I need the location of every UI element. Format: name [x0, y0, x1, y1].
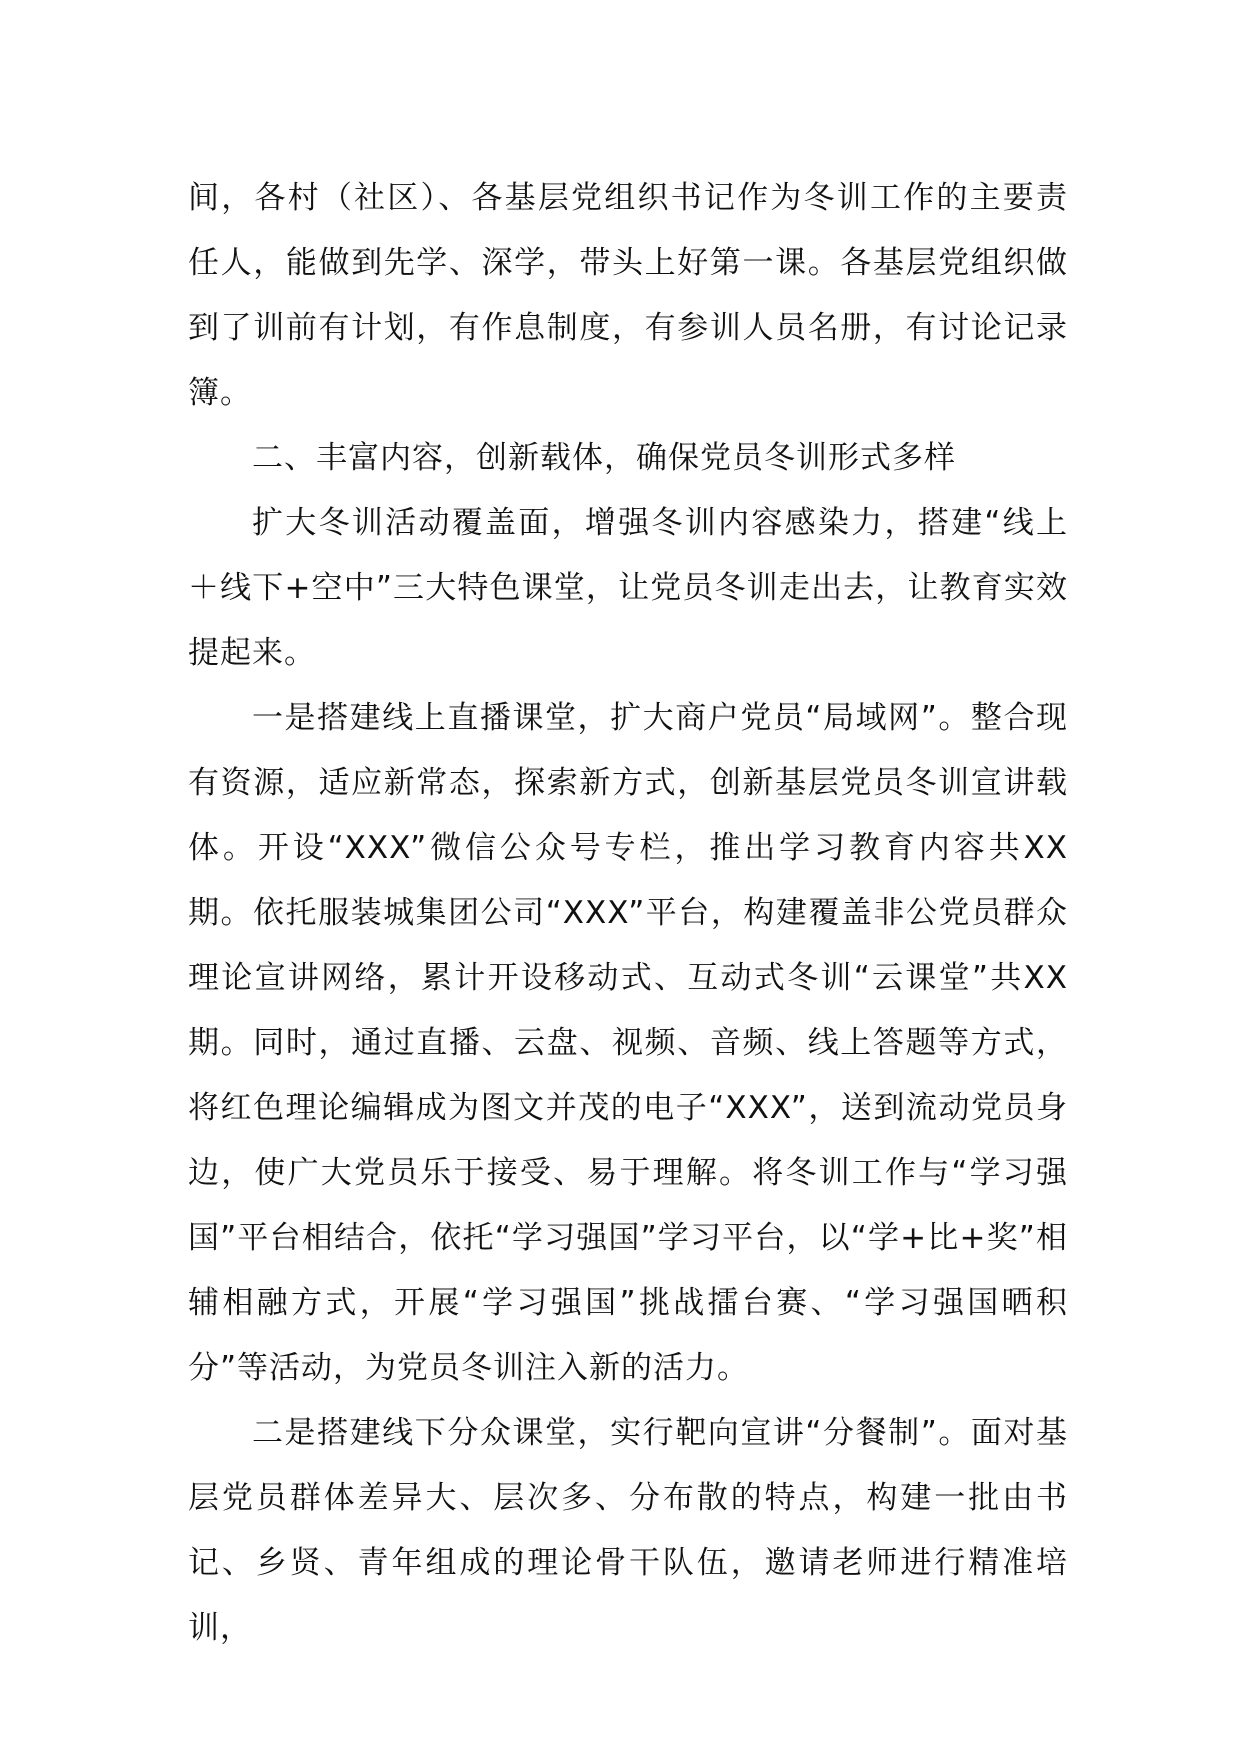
- section-heading: 二、丰富内容，创新载体，确保党员冬训形式多样: [252, 440, 956, 476]
- body-text: [188, 166, 1068, 1661]
- paragraph-offline-classroom: 二是搭建线下分众课堂，实行靶向宣讲“分餐制”。面对基层党员群体差异大、层次多、分布散的特点，构建一批由书记、乡贤、青年组成的理论骨干队伍，邀请老师进行精准培训，: [188, 1415, 1068, 1646]
- paragraph-online-classroom: 一是搭建线上直播课堂，扩大商户党员“局域网”。整合现有资源，适应新常态，探索新方式，创新基层党员冬训宣讲载体。开设“XXX”微信公众号专栏，推出学习教育内容共XX期。依托服装城集团公司“XXX”平台，构建覆盖非公党员群众理论宣讲网络，累计开设移动式、互动式冬训“云课堂”共XX期。同时，通过直播、云盘、视频、音频、线上答题等方式，将红色理论编辑成为图文并茂的电子“XXX”，送到流动党员身边，使广大党员乐于接受、易于理解。将冬训工作与“学习强国”平台相结合，依托“学习强国”学习平台，以“学+比+奖”相辅相融方式，开展“学习强国”挑战擂台赛、“学习强国晒积分”等活动，为党员冬训注入新的活力。: [188, 700, 1068, 1386]
- paragraph-continuation: 间，各村（社区）、各基层党组织书记作为冬训工作的主要责任人，能做到先学、深学，带头上好第一课。各基层党组织做到了训前有计划，有作息制度，有参训人员名册，有讨论记录簿。: [188, 180, 1068, 411]
- paragraph-intro: 扩大冬训活动覆盖面，增强冬训内容感染力，搭建“线上＋线下+空中”三大特色课堂，让党员冬训走出去，让教育实效提起来。: [188, 505, 1068, 671]
